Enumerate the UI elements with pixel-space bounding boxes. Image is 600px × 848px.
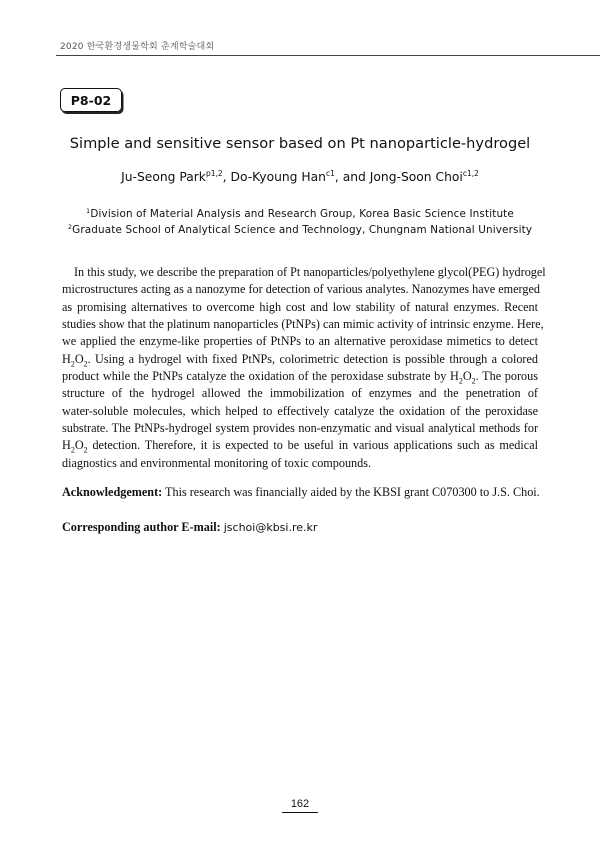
page-number: 162	[290, 798, 310, 810]
abstract-body	[62, 264, 546, 472]
abstract-line: structure of the hydrogel allowed the immobilization of enzymes and the penetration of	[62, 386, 538, 401]
chem-formula: $H_2O_2$	[62, 351, 88, 369]
abstract-line: studies show that the platinum nanoparticles (PtNPs) can mimic activity of intrinsic enzyme. Here,	[62, 317, 544, 332]
abstract-line: In this study, we describe the preparation of Pt nanoparticles/polyethylene glycol(PEG) hydrogel	[74, 265, 546, 279]
abstract-line: diagnostics and environmental monitoring of toxic compounds.	[62, 455, 372, 470]
chem-formula: $H_2O_2$	[450, 369, 476, 386]
author-affiliation-mark: c1,2	[462, 169, 479, 178]
affiliation-mark: 1	[86, 207, 91, 215]
author-name: Do-Kyoung Han	[230, 170, 326, 184]
abstract-line: as promising alternatives to overcome high cost and low stability of natural enzymes. Recent	[62, 299, 538, 314]
abstract-line: product while the PtNPs catalyze the oxidation of the peroxidase substrate by $H_2O_2$. The porous	[62, 369, 538, 386]
author-affiliation-mark: p1,2	[205, 169, 223, 178]
abstract-line: we applied the enzyme-like properties of PtNPs to an alternative peroxidase mimetics to detect	[62, 334, 538, 349]
abstract-line: water-soluble molecules, which helped to effectively catalyze the oxidation of the peroxidase	[62, 403, 538, 418]
corresponding-email[interactable]: jschoi@kbsi.re.kr	[223, 521, 318, 534]
affiliation-mark: 2	[67, 223, 73, 231]
author-list	[0, 170, 600, 184]
acknowledgement-text: This research was financially aided by the KBSI grant C070300 to J.S. Choi.	[162, 485, 540, 499]
affiliation-2	[0, 224, 600, 236]
header-divider	[56, 55, 600, 56]
author-separator: ,	[222, 170, 231, 184]
abstract-line: $H_2O_2$. Using a hydrogel with fixed PtNPs, colorimetric detection is possible through a colored	[62, 351, 538, 369]
acknowledgement-label: Acknowledgement:	[62, 485, 163, 499]
affiliation-text: Division of Material Analysis and Research Group, Korea Basic Science Institute	[90, 208, 514, 220]
corresponding-author	[62, 520, 542, 535]
page-number-underline	[282, 812, 318, 813]
author-name: Jong-Soon Choi	[369, 170, 463, 184]
abstract-line: substrate. The PtNPs-hydrogel system provides non-enzymatic and visual analytical methods for	[62, 421, 538, 436]
corresponding-label: Corresponding author E-mail:	[62, 520, 221, 534]
abstract-code-badge: P8-02	[60, 88, 122, 112]
chem-formula: $H_2O_2$	[62, 438, 88, 455]
affiliation-text: Graduate School of Analytical Science and Technology, Chungnam National University	[72, 224, 533, 236]
abstract-line: microstructures acting as a nanozyme for detection of various analytes. Nanozymes have emerged	[62, 282, 540, 297]
author-separator: , and	[334, 170, 370, 184]
affiliation-1	[0, 208, 600, 220]
author-affiliation-mark: c1	[325, 169, 335, 178]
paper-title: Simple and sensitive sensor based on Pt nanoparticle-hydrogel	[69, 135, 531, 152]
acknowledgement	[62, 485, 542, 500]
author-name: Ju-Seong Park	[121, 170, 206, 184]
conference-header: 2020 한국환경생물학회 춘계학술대회	[60, 42, 215, 52]
abstract-line: $H_2O_2$ detection. Therefore, it is expected to be useful in various applications such as medical	[62, 438, 538, 455]
